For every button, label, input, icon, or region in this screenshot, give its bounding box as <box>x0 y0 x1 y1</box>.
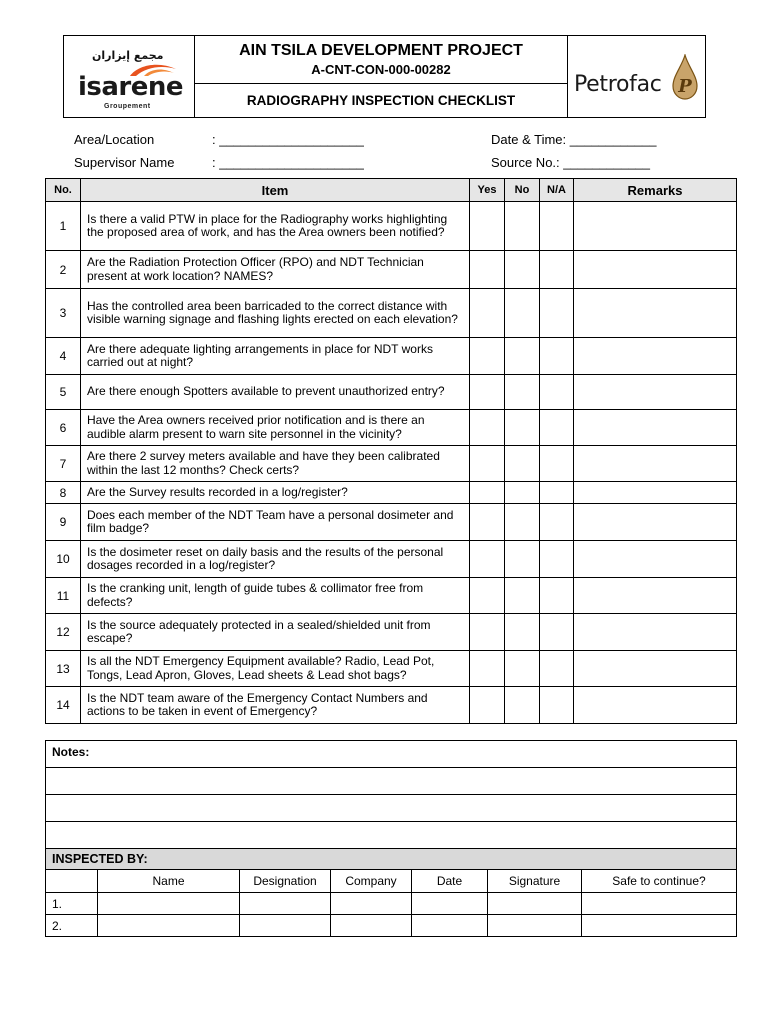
row-number: 14 <box>46 687 81 724</box>
yes-cell[interactable] <box>470 504 505 541</box>
date-cell[interactable] <box>412 893 488 915</box>
checklist-table <box>45 178 737 724</box>
na-cell[interactable] <box>540 578 574 614</box>
column-header-safe-to-continue: Safe to continue? <box>582 870 737 893</box>
blank-header-cell <box>46 870 98 893</box>
column-header-na: N/A <box>540 179 574 202</box>
row-item: Has the controlled area been barricaded to the correct distance with visible warning signage and flashing lights erected on each elevation? <box>81 289 470 338</box>
row-number: 10 <box>46 541 81 578</box>
yes-cell[interactable] <box>470 251 505 289</box>
no-cell[interactable] <box>505 614 540 651</box>
notes-row <box>46 741 737 768</box>
na-cell[interactable] <box>540 338 574 375</box>
remarks-cell[interactable] <box>574 202 737 251</box>
supervisor-label: Supervisor Name <box>74 155 175 170</box>
row-item: Is the dosimeter reset on daily basis and the results of the personal dosages recorded in a log/register? <box>81 541 470 578</box>
row-item: Are there 2 survey meters available and have they been calibrated within the last 12 months? Check certs? <box>81 446 470 482</box>
signature-cell[interactable] <box>488 915 582 937</box>
no-cell[interactable] <box>505 446 540 482</box>
table-row <box>46 504 737 541</box>
form-title: RADIOGRAPHY INSPECTION CHECKLIST <box>246 93 516 108</box>
no-cell[interactable] <box>505 410 540 446</box>
na-cell[interactable] <box>540 375 574 410</box>
row-item: Is the cranking unit, length of guide tubes & collimator free from defects? <box>81 578 470 614</box>
svg-text:P: P <box>678 76 692 97</box>
source-number-field[interactable]: Source No.: ____________ <box>491 155 651 170</box>
no-cell[interactable] <box>505 202 540 251</box>
table-row <box>46 614 737 651</box>
table-row <box>46 289 737 338</box>
notes-blank-line[interactable] <box>46 795 737 822</box>
isarene-logo <box>64 36 195 117</box>
column-header-yes: Yes <box>470 179 505 202</box>
row-item: Is the source adequately protected in a sealed/shielded unit from escape? <box>81 614 470 651</box>
notes-line[interactable] <box>46 795 737 822</box>
row-item: Are there enough Spotters available to prevent unauthorized entry? <box>81 375 470 410</box>
remarks-cell[interactable] <box>574 251 737 289</box>
notes-table <box>45 740 737 937</box>
row-item: Are the Survey results recorded in a log/register? <box>81 482 470 504</box>
remarks-cell[interactable] <box>574 651 737 687</box>
header-title-block <box>195 36 568 117</box>
yes-cell[interactable] <box>470 289 505 338</box>
column-header-date: Date <box>412 870 488 893</box>
row-number: 1 <box>46 202 81 251</box>
na-cell[interactable] <box>540 687 574 724</box>
table-row <box>46 410 737 446</box>
na-cell[interactable] <box>540 289 574 338</box>
oil-drop-icon <box>672 54 698 100</box>
no-cell[interactable] <box>505 541 540 578</box>
na-cell[interactable] <box>540 410 574 446</box>
notes-line[interactable] <box>46 768 737 795</box>
na-cell[interactable] <box>540 651 574 687</box>
row-number: 4 <box>46 338 81 375</box>
area-label: Area/Location <box>74 132 155 147</box>
name-cell[interactable] <box>98 915 240 937</box>
isarene-arabic-text: مجمع إيزاران <box>92 49 164 62</box>
checklist-header-row <box>46 179 737 202</box>
yes-cell[interactable] <box>470 482 505 504</box>
column-header-designation: Designation <box>240 870 331 893</box>
inspector-row <box>46 915 737 937</box>
designation-cell[interactable] <box>240 915 331 937</box>
column-header-name: Name <box>98 870 240 893</box>
notes-blank-line[interactable] <box>46 768 737 795</box>
column-header-item: Item <box>81 179 470 202</box>
table-row <box>46 202 737 251</box>
supervisor-field[interactable]: : ____________________ <box>212 155 364 170</box>
row-item: Does each member of the NDT Team have a personal dosimeter and film badge? <box>81 504 470 541</box>
remarks-cell[interactable] <box>574 541 737 578</box>
row-number: 7 <box>46 446 81 482</box>
notes-line[interactable] <box>46 822 737 849</box>
row-item: Have the Area owners received prior notification and is there an audible alarm present to warn site personnel in the vicinity? <box>81 410 470 446</box>
no-cell[interactable] <box>505 251 540 289</box>
notes-label: Notes: <box>46 741 737 768</box>
no-cell[interactable] <box>505 482 540 504</box>
safe-to-continue-cell[interactable] <box>582 893 737 915</box>
document-header <box>63 35 706 118</box>
row-item: Is there a valid PTW in place for the Radiography works highlighting the proposed area of work, and has the Area owners been notified? <box>81 202 470 251</box>
date-time-field[interactable]: Date & Time: ____________ <box>491 132 657 147</box>
table-row <box>46 687 737 724</box>
company-cell[interactable] <box>331 893 412 915</box>
remarks-cell[interactable] <box>574 446 737 482</box>
remarks-cell[interactable] <box>574 687 737 724</box>
column-header-company: Company <box>331 870 412 893</box>
remarks-cell[interactable] <box>574 504 737 541</box>
remarks-cell[interactable] <box>574 578 737 614</box>
table-row <box>46 578 737 614</box>
remarks-cell[interactable] <box>574 289 737 338</box>
row-number: 13 <box>46 651 81 687</box>
no-cell[interactable] <box>505 338 540 375</box>
remarks-cell[interactable] <box>574 375 737 410</box>
yes-cell[interactable] <box>470 375 505 410</box>
name-cell[interactable] <box>98 893 240 915</box>
yes-cell[interactable] <box>470 614 505 651</box>
row-number: 8 <box>46 482 81 504</box>
isarene-wordmark: isarene <box>78 72 184 102</box>
remarks-cell[interactable] <box>574 410 737 446</box>
no-cell[interactable] <box>505 687 540 724</box>
na-cell[interactable] <box>540 202 574 251</box>
inspected-by-row <box>46 849 737 870</box>
no-cell[interactable] <box>505 651 540 687</box>
yes-cell[interactable] <box>470 651 505 687</box>
row-item: Are there adequate lighting arrangements in place for NDT works carried out at night? <box>81 338 470 375</box>
na-cell[interactable] <box>540 541 574 578</box>
column-header-signature: Signature <box>488 870 582 893</box>
remarks-cell[interactable] <box>574 614 737 651</box>
inspector-number: 2. <box>46 915 98 937</box>
yes-cell[interactable] <box>470 687 505 724</box>
row-item: Is the NDT team aware of the Emergency Contact Numbers and actions to be taken in event of Emergency? <box>81 687 470 724</box>
table-row <box>46 446 737 482</box>
no-cell[interactable] <box>505 375 540 410</box>
petrofac-wordmark: Petrofac <box>574 72 662 97</box>
company-cell[interactable] <box>331 915 412 937</box>
row-number: 5 <box>46 375 81 410</box>
project-title: AIN TSILA DEVELOPMENT PROJECT <box>239 42 523 59</box>
yes-cell[interactable] <box>470 410 505 446</box>
table-row <box>46 338 737 375</box>
row-number: 3 <box>46 289 81 338</box>
date-cell[interactable] <box>412 915 488 937</box>
inspector-number: 1. <box>46 893 98 915</box>
row-number: 6 <box>46 410 81 446</box>
isarene-subtitle: Groupement <box>104 103 151 110</box>
row-number: 9 <box>46 504 81 541</box>
yes-cell[interactable] <box>470 202 505 251</box>
no-cell[interactable] <box>505 578 540 614</box>
row-number: 11 <box>46 578 81 614</box>
na-cell[interactable] <box>540 482 574 504</box>
column-header-remarks: Remarks <box>574 179 737 202</box>
column-header-no: No. <box>46 179 81 202</box>
table-row <box>46 482 737 504</box>
column-header-no-answer: No <box>505 179 540 202</box>
na-cell[interactable] <box>540 446 574 482</box>
table-row <box>46 251 737 289</box>
row-number: 2 <box>46 251 81 289</box>
petrofac-logo <box>568 36 705 117</box>
document-code: A-CNT-CON-000-00282 <box>311 62 451 77</box>
yes-cell[interactable] <box>470 446 505 482</box>
row-number: 12 <box>46 614 81 651</box>
yes-cell[interactable] <box>470 578 505 614</box>
na-cell[interactable] <box>540 504 574 541</box>
yes-cell[interactable] <box>470 338 505 375</box>
table-row <box>46 541 737 578</box>
na-cell[interactable] <box>540 251 574 289</box>
row-item: Are the Radiation Protection Officer (RPO) and NDT Technician present at work location? NAMES? <box>81 251 470 289</box>
yes-cell[interactable] <box>470 541 505 578</box>
designation-cell[interactable] <box>240 893 331 915</box>
inspected-by-label: INSPECTED BY: <box>46 849 737 870</box>
na-cell[interactable] <box>540 614 574 651</box>
notes-blank-line[interactable] <box>46 822 737 849</box>
no-cell[interactable] <box>505 504 540 541</box>
no-cell[interactable] <box>505 289 540 338</box>
area-field[interactable]: : ____________________ <box>212 132 364 147</box>
remarks-cell[interactable] <box>574 338 737 375</box>
table-row <box>46 651 737 687</box>
inspection-header-row <box>46 870 737 893</box>
row-item: Is all the NDT Emergency Equipment available? Radio, Lead Pot, Tongs, Lead Apron, Gloves, Lead sheets & Lead shot bags? <box>81 651 470 687</box>
table-row <box>46 375 737 410</box>
inspector-row <box>46 893 737 915</box>
safe-to-continue-cell[interactable] <box>582 915 737 937</box>
signature-cell[interactable] <box>488 893 582 915</box>
remarks-cell[interactable] <box>574 482 737 504</box>
